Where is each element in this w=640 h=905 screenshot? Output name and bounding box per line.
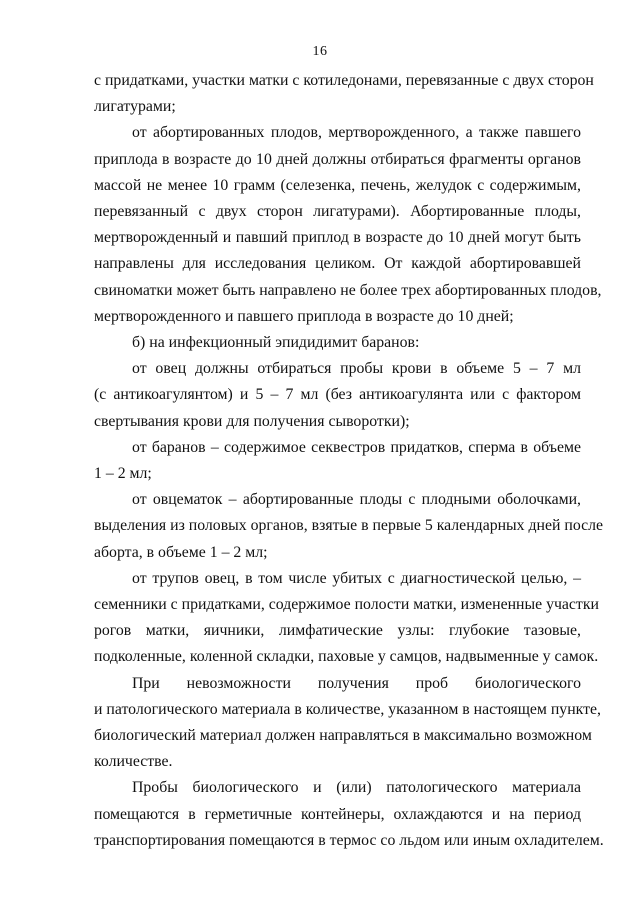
text-line: рогов матки, яичники, лимфатические узлы: глубокие тазовые,	[94, 622, 581, 640]
text-line: мертворожденного и павшего приплода в возрасте до 10 дней;	[94, 307, 514, 325]
text-line: массой не менее 10 грамм (селезенка, печень, желудок с содержимым,	[94, 176, 581, 194]
text-line: и патологического материала в количестве, указанном в настоящем пункте,	[94, 700, 601, 718]
text-line: Пробы биологического и (или) патологического материала	[132, 779, 581, 797]
text-line: биологический материал должен направляться в максимально возможном	[94, 727, 592, 745]
text-line: При невозможности получения проб биологического	[132, 674, 581, 692]
text-line: приплода в возрасте до 10 дней должны отбираться фрагменты органов	[94, 150, 581, 168]
text-line: транспортирования помещаются в термос со льдом или иным охладителем.	[94, 831, 604, 849]
text-line: 1 – 2 мл;	[94, 465, 152, 483]
text-line: от баранов – содержимое секвестров придатков, сперма в объеме	[132, 438, 581, 456]
page-number: 16	[312, 44, 328, 59]
text-line: мертворожденный и павший приплод в возрасте до 10 дней могут быть	[94, 229, 581, 247]
text-line: выделения из половых органов, взятые в первые 5 календарных дней после	[94, 517, 604, 535]
text-line: подколенные, коленной складки, паховые у самцов, надвыменные у самок.	[94, 648, 599, 666]
text-line: от абортированных плодов, мертворожденного, а также павшего	[132, 124, 581, 142]
text-line: б) на инфекционный эпидидимит баранов:	[132, 334, 420, 352]
text-line: аборта, в объеме 1 – 2 мл;	[94, 543, 268, 561]
text-line: семенники с придатками, содержимое полости матки, измененные участки	[94, 596, 599, 614]
body-text	[94, 68, 604, 854]
text-line: лигатурами;	[94, 98, 176, 116]
text-line: от овец должны отбираться пробы крови в объеме 5 – 7 мл	[132, 360, 581, 378]
text-line: от трупов овец, в том числе убитых с диагностической целью, –	[132, 569, 581, 587]
text-line: от овцематок – абортированные плоды с плодными оболочками,	[132, 491, 581, 509]
text-line: направлены для исследования целиком. От каждой абортировавшей	[94, 255, 581, 273]
text-line: количестве.	[94, 753, 173, 771]
text-line: помещаются в герметичные контейнеры, охлаждаются и на период	[94, 805, 581, 823]
text-line: свертывания крови для получения сыворотки);	[94, 412, 410, 430]
text-line: перевязанный с двух сторон лигатурами). Абортированные плоды,	[94, 203, 581, 221]
text-line: свиноматки может быть направлено не более трех абортированных плодов,	[94, 281, 602, 299]
text-line: (с антикоагулянтом) и 5 – 7 мл (без антикоагулянта или с фактором	[94, 386, 581, 404]
text-line: с придатками, участки матки с котиледонами, перевязанные с двух сторон	[94, 72, 594, 89]
